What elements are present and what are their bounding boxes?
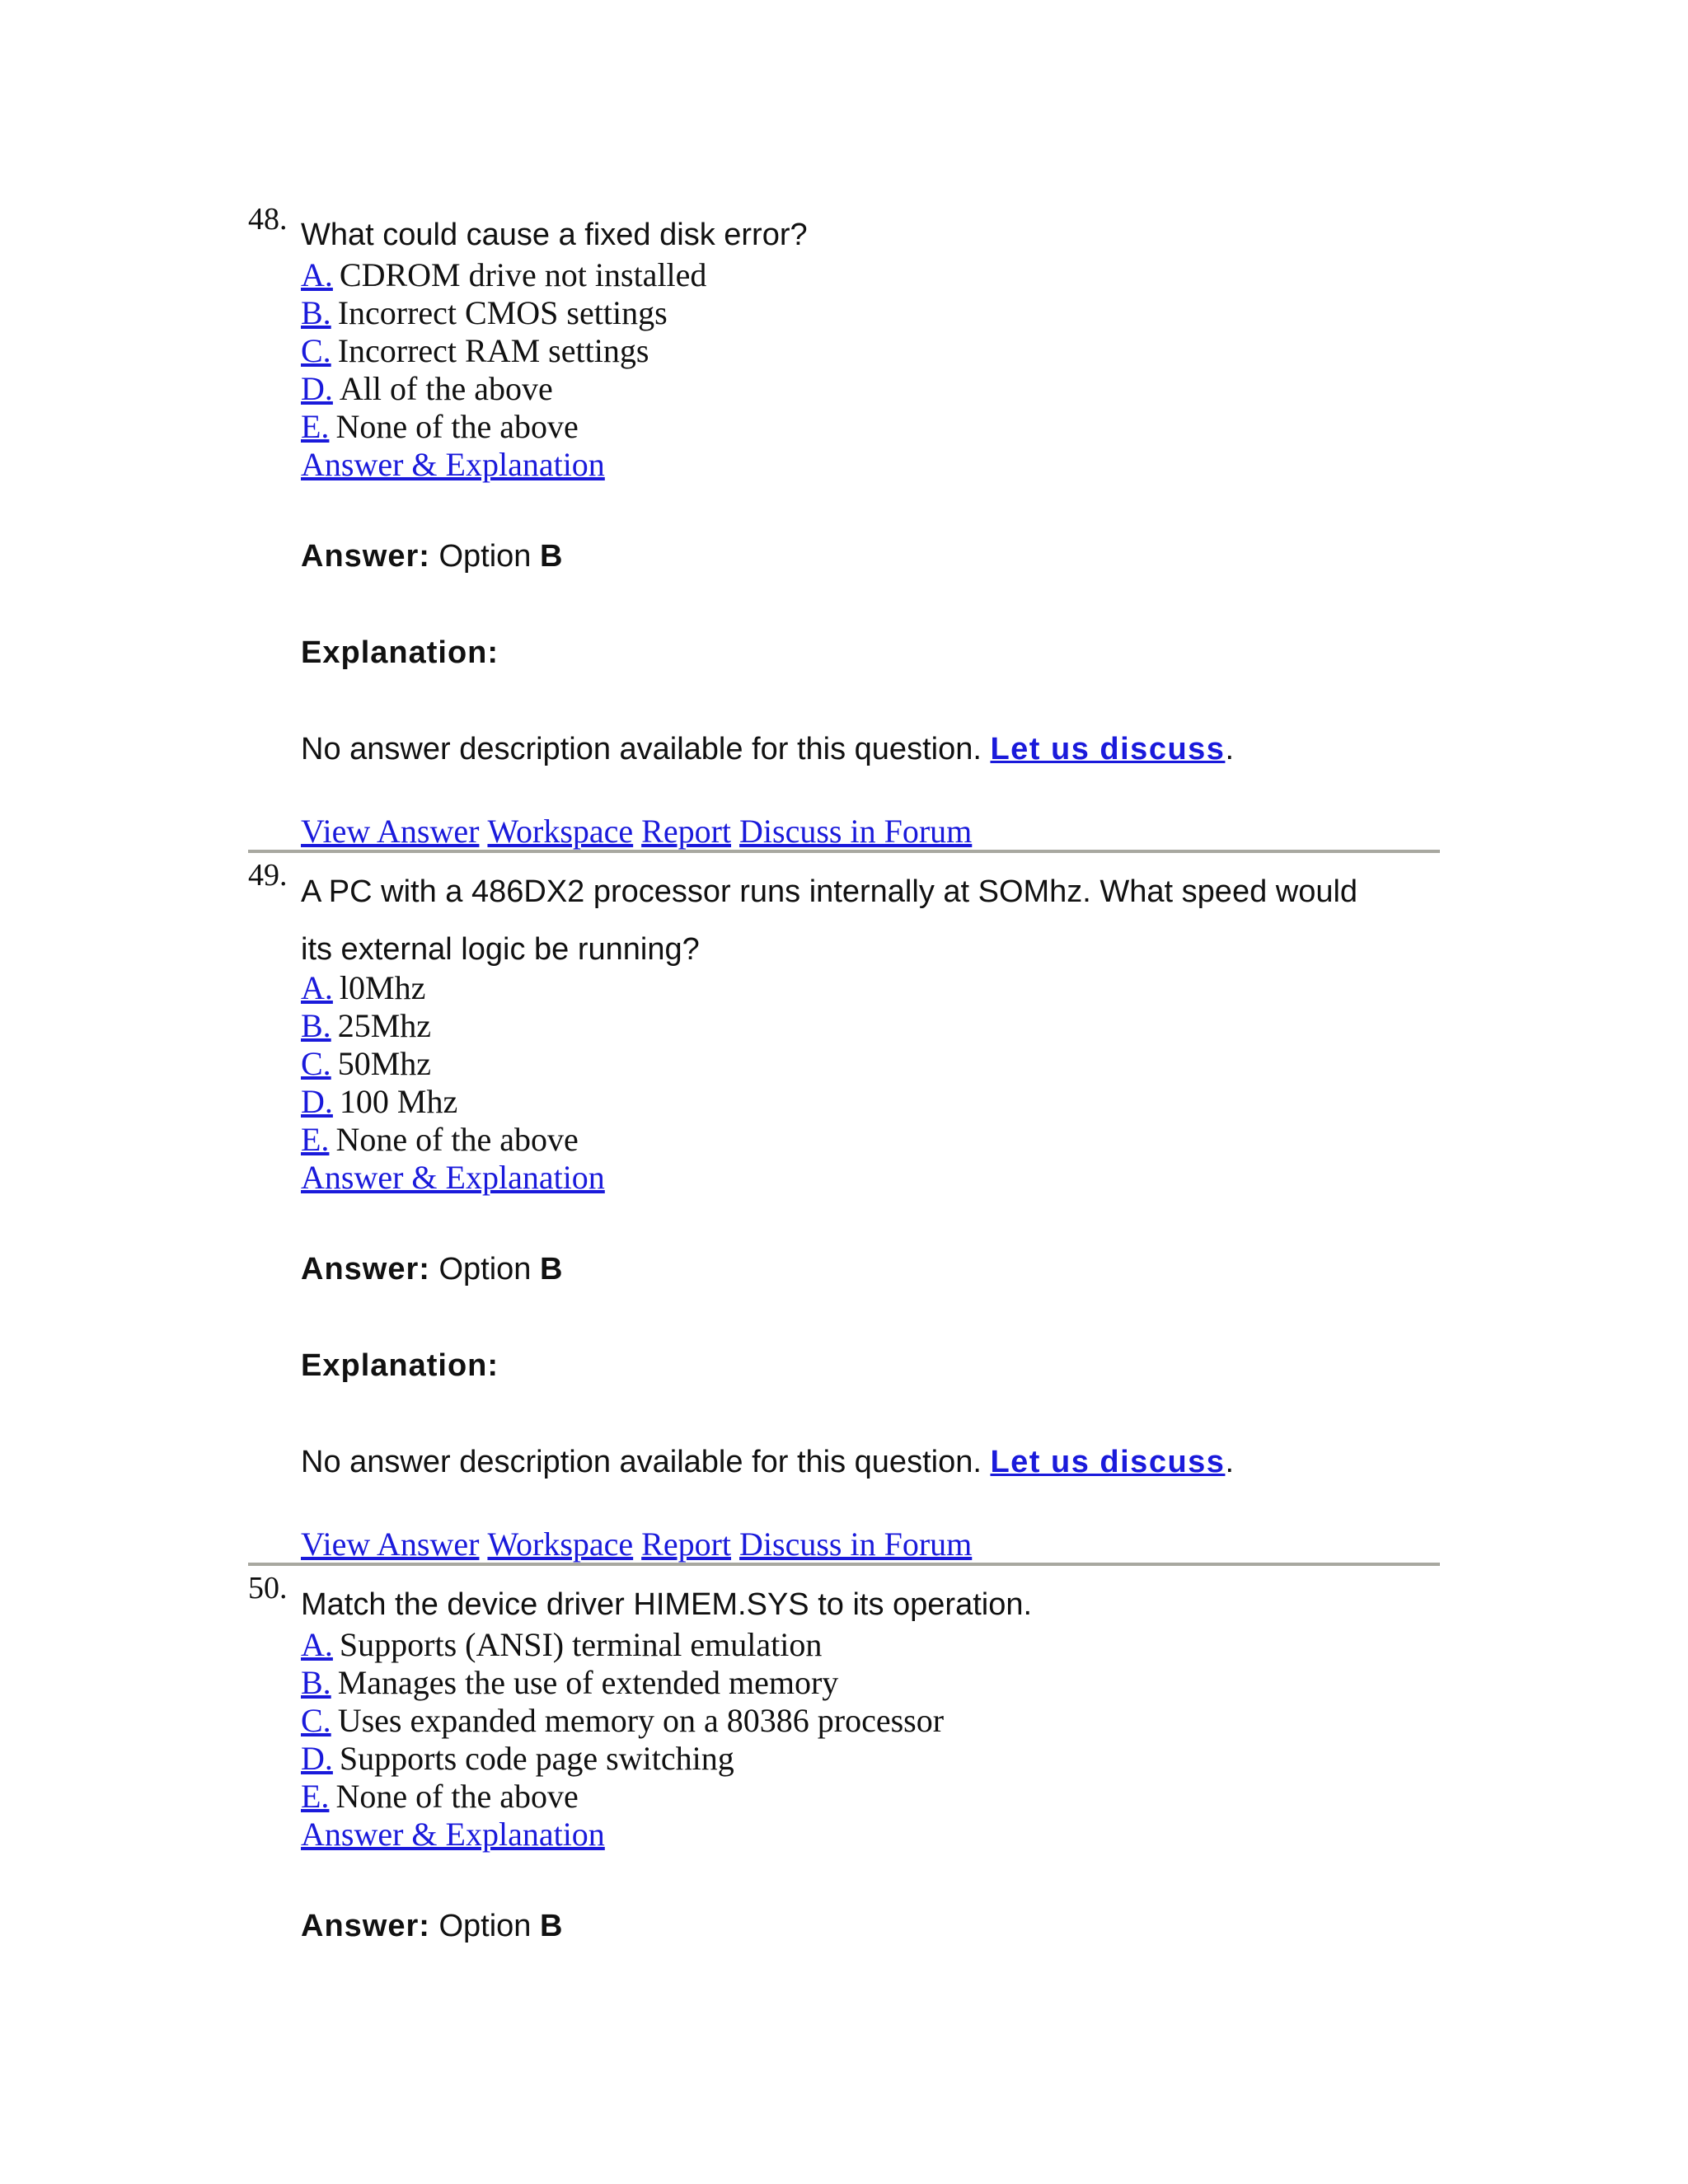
option-text: l0Mhz — [339, 969, 426, 1006]
option-text: CDROM drive not installed — [339, 256, 707, 293]
workspace-link[interactable]: Workspace — [487, 1526, 634, 1563]
let-us-discuss-link[interactable]: Let us discuss — [990, 732, 1226, 766]
option-d-link[interactable]: D. — [301, 1083, 333, 1120]
option-text: 50Mhz — [337, 1045, 432, 1082]
discuss-in-forum-link[interactable]: Discuss in Forum — [739, 813, 973, 850]
option-text: Uses expanded memory on a 80386 processor — [337, 1702, 945, 1739]
explanation-heading — [301, 1348, 499, 1384]
question-footer — [301, 812, 980, 851]
explanation-heading — [301, 635, 499, 671]
option-text: Manages the use of extended memory — [337, 1664, 839, 1701]
answer-explanation-row — [301, 446, 706, 484]
question-text-line-2: its external logic be running? — [301, 932, 700, 967]
question-text: What could cause a fixed disk error? — [301, 218, 808, 252]
answer-label: Answer: — [301, 1252, 430, 1286]
question-number: 49. — [248, 858, 288, 893]
report-link[interactable]: Report — [641, 813, 732, 850]
option-e — [301, 1778, 944, 1816]
option-a-link[interactable]: A. — [301, 1626, 333, 1663]
answer-prefix: Option — [438, 1252, 532, 1286]
option-e-link[interactable]: E. — [301, 1121, 330, 1158]
question-number: 50. — [248, 1571, 288, 1605]
view-answer-link[interactable]: View Answer — [301, 1526, 480, 1563]
option-text: None of the above — [335, 408, 579, 445]
answer-prefix: Option — [438, 539, 532, 574]
option-a-link[interactable]: A. — [301, 256, 333, 293]
answer-label: Answer: — [301, 539, 430, 574]
report-link[interactable]: Report — [641, 1526, 732, 1563]
option-text: None of the above — [335, 1121, 579, 1158]
question-divider — [248, 1563, 1440, 1566]
answer-explanation-link[interactable]: Answer & Explanation — [301, 1816, 605, 1853]
option-b-link[interactable]: B. — [301, 1664, 331, 1701]
answer-label: Answer: — [301, 1909, 430, 1943]
answer-explanation-link[interactable]: Answer & Explanation — [301, 446, 605, 483]
explanation-text: No answer description available for this question. Let us discuss. — [301, 1445, 1234, 1479]
option-b — [301, 1664, 944, 1702]
option-text: 25Mhz — [337, 1007, 432, 1044]
option-text: Supports code page switching — [339, 1740, 734, 1777]
option-c — [301, 332, 706, 370]
option-e — [301, 408, 706, 446]
answer-line — [301, 1909, 563, 1944]
option-text: Supports (ANSI) terminal emulation — [339, 1626, 823, 1663]
option-a — [301, 1626, 944, 1664]
explanation-text: No answer description available for this question. Let us discuss. — [301, 732, 1234, 766]
description-text: No answer description available for this question. — [301, 732, 982, 766]
answer-line — [301, 1252, 563, 1287]
question-number: 48. — [248, 202, 288, 237]
options-list — [301, 256, 706, 484]
question-divider — [248, 850, 1440, 853]
option-c-link[interactable]: C. — [301, 332, 331, 369]
explanation-label: Explanation: — [301, 1348, 499, 1383]
option-c-link[interactable]: C. — [301, 1702, 331, 1739]
description-text: No answer description available for this question. — [301, 1445, 982, 1479]
option-text: 100 Mhz — [339, 1083, 458, 1120]
let-us-discuss-link[interactable]: Let us discuss — [990, 1445, 1226, 1479]
question-text: Match the device driver HIMEM.SYS to its operation. — [301, 1587, 1033, 1622]
answer-explanation-row — [301, 1816, 944, 1854]
option-c — [301, 1045, 605, 1083]
answer-explanation-link[interactable]: Answer & Explanation — [301, 1159, 605, 1196]
option-a — [301, 256, 706, 294]
options-list — [301, 969, 605, 1197]
answer-value: B — [540, 539, 564, 574]
option-text: All of the above — [339, 370, 553, 407]
question-footer — [301, 1525, 980, 1563]
option-b — [301, 1007, 605, 1045]
option-c-link[interactable]: C. — [301, 1045, 331, 1082]
option-e-link[interactable]: E. — [301, 1778, 330, 1815]
option-d-link[interactable]: D. — [301, 1740, 333, 1777]
answer-line — [301, 539, 563, 574]
option-e — [301, 1121, 605, 1159]
question-text-line-1: A PC with a 486DX2 processor runs internally at SOMhz. What speed would — [301, 874, 1358, 909]
workspace-link[interactable]: Workspace — [487, 813, 634, 850]
question-text — [301, 863, 1455, 978]
option-e-link[interactable]: E. — [301, 408, 330, 445]
view-answer-link[interactable]: View Answer — [301, 813, 480, 850]
answer-explanation-row — [301, 1159, 605, 1197]
option-b — [301, 294, 706, 332]
option-d — [301, 370, 706, 408]
option-b-link[interactable]: B. — [301, 1007, 331, 1044]
option-text: Incorrect RAM settings — [337, 332, 649, 369]
option-d — [301, 1083, 605, 1121]
answer-value: B — [540, 1909, 564, 1943]
option-text: Incorrect CMOS settings — [337, 294, 668, 331]
discuss-in-forum-link[interactable]: Discuss in Forum — [739, 1526, 973, 1563]
answer-prefix: Option — [438, 1909, 532, 1943]
option-d-link[interactable]: D. — [301, 370, 333, 407]
option-b-link[interactable]: B. — [301, 294, 331, 331]
options-list — [301, 1626, 944, 1854]
option-d — [301, 1740, 944, 1778]
option-text: None of the above — [335, 1778, 579, 1815]
explanation-label: Explanation: — [301, 635, 499, 670]
option-a-link[interactable]: A. — [301, 969, 333, 1006]
option-c — [301, 1702, 944, 1740]
answer-value: B — [540, 1252, 564, 1286]
option-a — [301, 969, 605, 1007]
